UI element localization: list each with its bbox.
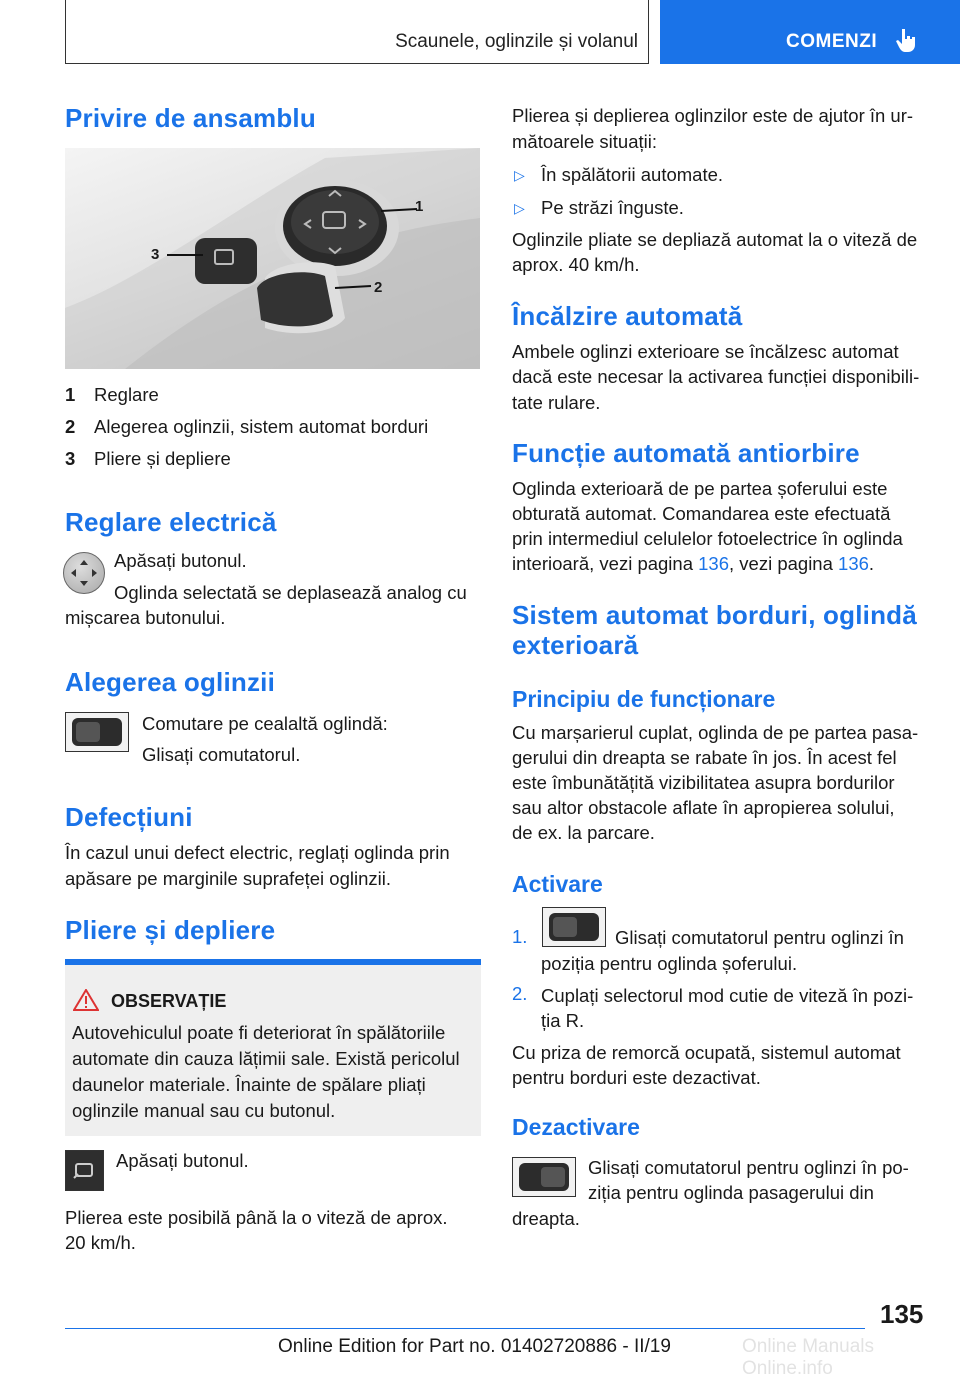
heading-overview: Privire de ansamblu (65, 103, 316, 133)
choose-line2: Glisați comutatorul. (142, 744, 301, 765)
heading-folding: Pliere și depliere (65, 915, 276, 945)
step2-line1: Cuplați selectorul mod cutie de viteză în pozi- (541, 985, 914, 1006)
choose-line1: Comutare pe cealaltă oglindă: (142, 713, 388, 734)
heading-principle: Principiu de funcționare (512, 686, 776, 712)
tab-comenzi-label: COMENZI (786, 31, 878, 52)
heading-activate: Activare (512, 871, 603, 897)
triangle-bullet-icon: ▷ (514, 167, 525, 183)
folding-press: Apăsați butonul. (116, 1150, 249, 1171)
hand-pointer-icon (895, 27, 919, 58)
ref-prefix: interioară, vezi pagina (512, 553, 699, 574)
faults-line2: apăsare pe marginile suprafeței oglinzii. (65, 868, 391, 889)
mirror-switch-icon (65, 712, 129, 752)
warning-title: OBSERVAȚIE (111, 991, 227, 1011)
auto-unfold-line2: aprox. 40 km/h. (512, 254, 640, 275)
legend-text: Alegerea oglinzii, sistem automat borduri (94, 416, 429, 437)
edition-text: Online Edition for Part no. 01402720886 - II/19 (278, 1336, 671, 1357)
heading-deactivate: Dezactivare (512, 1114, 640, 1140)
antiglare-line: obturată automat. Comandarea este efectuată (512, 503, 891, 524)
intro-line2: mătoarele situații: (512, 131, 657, 152)
step-number: 2. (512, 983, 528, 1004)
callout-2: 2 (374, 279, 383, 296)
heading-curb-2: exterioară (512, 630, 639, 660)
auto-unfold-line1: Oglinzile pliate se depliază automat la o viteză de (512, 229, 918, 250)
faults-line1: În cazul unui defect electric, reglați oglinda prin (65, 842, 450, 863)
step2-line2: ția R. (541, 1010, 585, 1031)
footer-rule (65, 1328, 865, 1329)
ref-suffix: . (868, 553, 875, 574)
heading-choose: Alegerea oglinzii (65, 667, 276, 697)
trailer-line1: Cu priza de remorcă ocupată, sistemul automat (512, 1042, 901, 1063)
bullet-item: Pe străzi înguste. (541, 197, 684, 218)
mirror-switch-icon (542, 907, 606, 947)
warning-line: daunelor materiale. Înainte de spălare pliați (72, 1074, 426, 1095)
legend-num: 1 (65, 384, 76, 405)
principle-line: sau altor obstacole aflate în apropierea solului, (512, 797, 895, 818)
legend-num: 3 (65, 448, 76, 469)
electric-line2: Oglinda selectată se deplasează analog cu (114, 582, 467, 603)
heading-electric: Reglare electrică (65, 507, 277, 537)
heating-line: Ambele oglinzi exterioare se încălzesc automat (512, 341, 899, 362)
legend-item (65, 382, 75, 407)
heading-curb-1: Sistem automat borduri, oglindă (512, 600, 917, 630)
step1-line2: poziția pentru oglinda șoferului. (541, 953, 798, 974)
section-title: Scaunele, oglinzile și volanul (395, 31, 638, 52)
page-link[interactable]: 136 (838, 553, 869, 574)
callout-3: 3 (151, 246, 160, 263)
warning-line: oglinzile manual sau cu butonul. (72, 1100, 336, 1121)
legend-item (65, 414, 75, 439)
deactivate-line1: Glisați comutatorul pentru oglinzi în po- (588, 1157, 909, 1178)
folding-limit1: Plierea este posibilă până la o viteză de aprox. (65, 1207, 448, 1228)
antiglare-line: prin intermediul celulelor fotoelectrice în oglinda (512, 528, 903, 549)
step-number: 1. (512, 926, 528, 947)
deactivate-line2: ziția pentru oglinda pasagerului din (588, 1182, 874, 1203)
ref-middle: , vezi pagina (729, 553, 839, 574)
principle-line: de ex. la parcare. (512, 822, 655, 843)
heating-line: tate rulare. (512, 392, 601, 413)
mirror-adjust-button-icon (63, 552, 105, 594)
legend-text: Reglare (94, 384, 159, 405)
warning-box (65, 959, 481, 1136)
step1-line1: Glisați comutatorul pentru oglinzi în (615, 927, 904, 948)
principle-line: este îmbunătățită vizibilitatea asupra bordurilor (512, 772, 895, 793)
electric-line1: Apăsați butonul. (114, 550, 247, 571)
bullet-item: În spălătorii automate. (541, 164, 724, 185)
principle-line: gerului din dreapta se rabate în jos. În acest fel (512, 747, 897, 768)
heading-heating: Încălzire automată (512, 301, 743, 331)
watermark-text: Online Manuals Online.info (742, 1336, 875, 1379)
mirror-switch-icon (512, 1157, 576, 1197)
page-link[interactable]: 136 (698, 553, 730, 574)
heading-faults: Defecțiuni (65, 802, 193, 832)
electric-line3: mișcarea butonului. (65, 607, 226, 628)
triangle-bullet-icon: ▷ (514, 200, 525, 216)
trailer-line2: pentru borduri este dezactivat. (512, 1067, 761, 1088)
callout-1: 1 (415, 198, 424, 215)
folding-limit2: 20 km/h. (65, 1232, 136, 1253)
antiglare-ref-line (512, 551, 874, 576)
deactivate-line3: dreapta. (512, 1208, 580, 1229)
heading-antiglare: Funcție automată antiorbire (512, 438, 860, 468)
mirror-controls-photo (65, 148, 480, 369)
warning-line: automate din cauza lățimii sale. Există pericolul (72, 1048, 460, 1069)
warning-line: Autovehiculul poate fi deteriorat în spălătoriile (72, 1022, 446, 1043)
fold-button-icon (65, 1150, 104, 1191)
heating-line: dacă este necesar la activarea funcției disponibili- (512, 366, 920, 387)
page-number: 135 (880, 1299, 924, 1329)
legend-item (65, 446, 75, 471)
principle-line: Cu marșarierul cuplat, oglinda de pe partea pasa- (512, 722, 919, 743)
warning-triangle-icon (73, 989, 99, 1016)
legend-text: Pliere și depliere (94, 448, 231, 469)
antiglare-line: Oglinda exterioară de pe partea șoferului este (512, 478, 888, 499)
legend-num: 2 (65, 416, 76, 437)
intro-line1: Plierea și deplierea oglinzilor este de ajutor în ur- (512, 105, 914, 126)
